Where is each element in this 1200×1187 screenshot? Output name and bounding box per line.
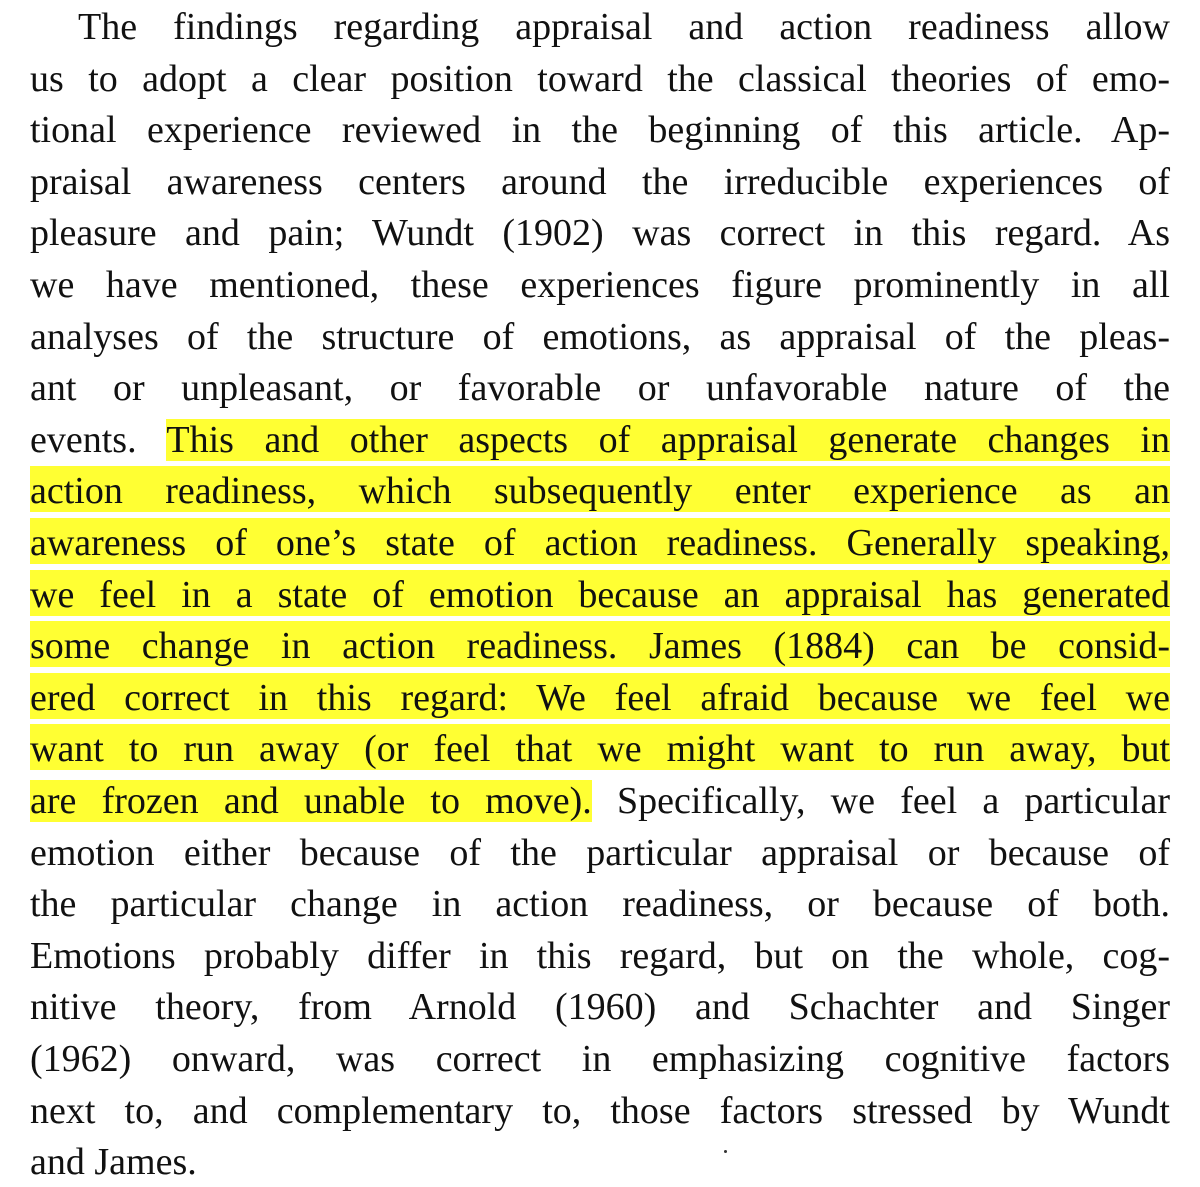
text-line — [30, 931, 1170, 981]
line-text: analyses of the structure of emotions, as appraisal of the pleas- — [30, 315, 1170, 358]
line-text: next to, and complementary to, those factors stressed by Wundt — [30, 1089, 1170, 1132]
text-line — [30, 54, 1170, 104]
text-line — [30, 879, 1170, 929]
text-line — [30, 1034, 1170, 1084]
line-text: the particular change in action readiness, or because of both. — [30, 883, 1170, 926]
highlighted-text: This and other aspects of appraisal generate changes in — [166, 418, 1170, 461]
text-line — [30, 208, 1170, 258]
line-text: nitive theory, from Arnold (1960) and Schachter and Singer — [30, 986, 1170, 1029]
text-line — [30, 621, 1170, 667]
text-line — [30, 518, 1170, 564]
text-line — [30, 1137, 1170, 1187]
text-line — [78, 2, 1170, 52]
text-line — [30, 363, 1170, 413]
line-text: us to adopt a clear position toward the classical theories of emo- — [30, 57, 1170, 100]
text-line — [30, 828, 1170, 878]
line-text: emotion either because of the particular appraisal or because of — [30, 831, 1170, 874]
line-text: Emotions probably differ in this regard, but on the whole, cog- — [30, 934, 1170, 977]
line-text: ant or unpleasant, or favorable or unfavorable nature of the — [30, 367, 1170, 410]
highlighted-text: awareness of one’s state of action readiness. Generally speaking, — [30, 522, 1170, 564]
line-text: events. — [30, 418, 167, 461]
text-line — [30, 673, 1170, 719]
line-text: tional experience reviewed in the beginning of this article. Ap- — [30, 109, 1170, 152]
text-line — [30, 466, 1170, 512]
highlighted-text: action readiness, which subsequently enter experience as an — [30, 470, 1170, 513]
highlighted-text: are frozen and unable to move). — [30, 780, 592, 822]
text-line — [30, 982, 1170, 1032]
line-text: (1962) onward, was correct in emphasizing cognitive factors — [30, 1038, 1170, 1080]
text-line — [30, 312, 1170, 362]
text-line — [30, 776, 1170, 826]
text-line — [30, 724, 1170, 770]
text-line — [30, 570, 1170, 616]
text-line — [30, 1086, 1170, 1136]
text-line — [30, 260, 1170, 310]
highlighted-text: some change in action readiness. James (1884) can be consid- — [30, 625, 1170, 668]
text-line — [30, 157, 1170, 207]
highlighted-text: want to run away (or feel that we might want to run away, but — [30, 728, 1170, 771]
line-text: praisal awareness centers around the irreducible experiences of — [30, 160, 1170, 203]
line-text: The findings regarding appraisal and action readiness allow — [78, 6, 1170, 48]
line-text: and James. — [30, 1141, 197, 1184]
line-text: we have mentioned, these experiences figure prominently in all — [30, 264, 1170, 306]
line-text: pleasure and pain; Wundt (1902) was correct in this regard. As — [30, 212, 1170, 255]
line-text: Specifically, we feel a particular — [591, 780, 1170, 822]
text-line — [30, 105, 1170, 155]
highlighted-text: we feel in a state of emotion because an appraisal has generated — [30, 573, 1170, 616]
highlighted-text: ered correct in this regard: We feel afraid because we feel we — [30, 676, 1170, 719]
text-line — [30, 415, 1170, 465]
